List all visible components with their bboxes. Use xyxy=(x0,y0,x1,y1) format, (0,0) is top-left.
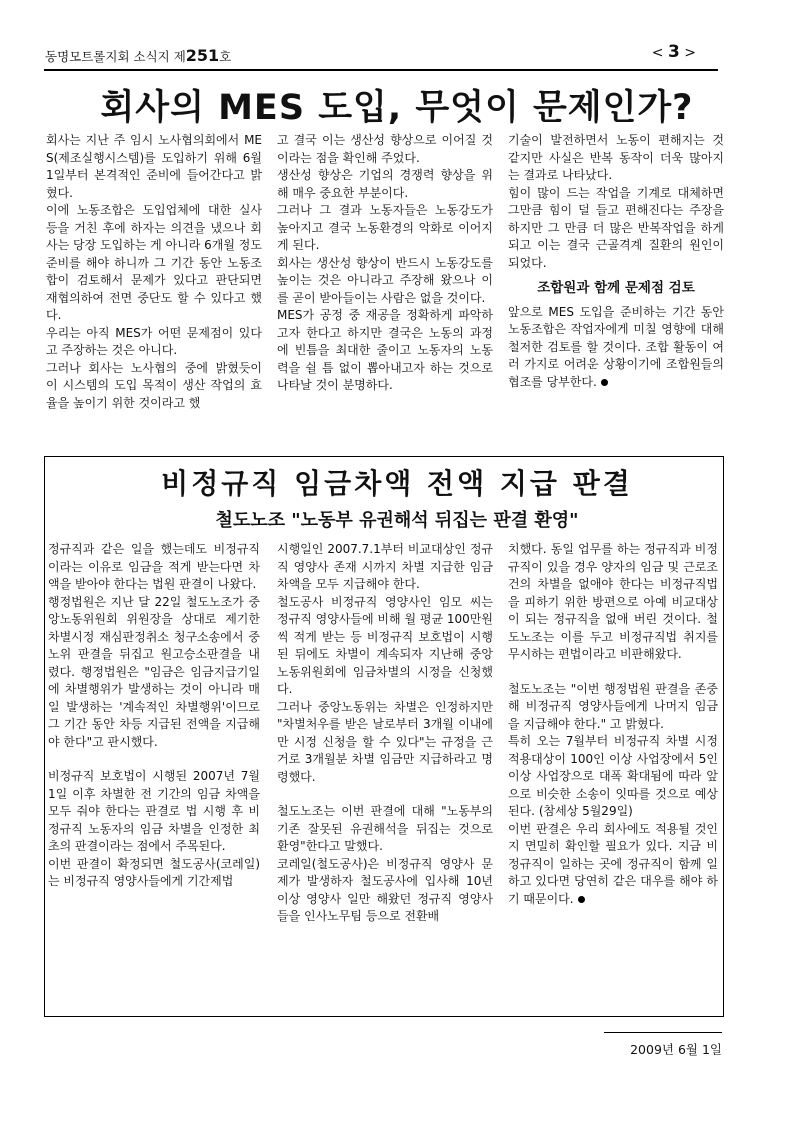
paragraph: 그러나 그 결과 노동자들은 노동강도가 높아지고 결국 노동환경의 악화로 이어지게 된다. xyxy=(277,203,493,252)
paragraph: 이번 판결은 우리 회사에도 적용될 것인지 면밀히 확인할 필요가 있다. 지금 비정규직이 일하는 곳에 정규직이 함께 일하고 있다면 당연히 같은 대우를 해야 하기 때문이다. xyxy=(508,821,718,906)
paragraph: MES가 공정 중 재공을 정확하게 파악하고자 한다고 하지만 결국은 노동의 과정에 빈틈을 최대한 줄이고 노동자의 노동력을 쉴 틈 없이 뽑아내고자 하는 것으로 나타날 것이 분명하다. xyxy=(277,308,493,392)
article1-title: 회사의 MES 도입, 무엇이 문제인가? xyxy=(100,88,694,128)
article2-subtitle: 철도노조 "노동부 유권해석 뒤집는 판결 환영" xyxy=(215,510,579,531)
paragraph: 생산성 향상은 기업의 경쟁력 향상을 위해 매우 중요한 부분이다. xyxy=(277,168,493,200)
article1-column-2 xyxy=(277,132,493,395)
paragraph: 행정법원은 지난 달 22일 철도노조가 중앙노동위원회 위원장을 상대로 제기한 차별시정 재심판정취소 청구소송에서 중노위 판결을 뒤집고 원고승소판결을 내렸다. 행정법원은 "임금은 임금지급기일에 차별행위가 발생하는 것이 아니라 매일 발생하는 '계속적인 차별행위'이므로 그 기간 동안 차등 지급된 전액을 지급해야 한다"고 판시했다. xyxy=(48,594,260,749)
paragraph: 철도노조는 "이번 행정법원 판결을 존중해 비정규직 영양사들에게 나머지 임금을 지급해야 한다." 고 밝혔다. xyxy=(508,681,718,731)
paragraph: 기술이 발전하면서 노동이 편해지는 것 같지만 사실은 반복 동작이 더욱 많아지는 결과로 나타났다. xyxy=(508,133,724,182)
issue-date: 2009년 6월 1일 xyxy=(630,1042,722,1057)
publication-header xyxy=(45,46,231,65)
article2-column-2 xyxy=(277,541,493,926)
paragraph: 치했다. 동일 업무를 하는 정규직과 비정규직이 있을 경우 양자의 임금 및 근로조건의 차별을 없애야 한다는 비정규직법을 피하기 위한 방편으로 아예 비교대상이 되는 정규직을 없애 버린 것이다. 철도노조는 이를 두고 비정규직법 취지를 무시하는 편법이라고 비판해왔다. xyxy=(508,542,718,661)
paragraph: 우리는 아직 MES가 어떤 문제점이 있다고 주장하는 것은 아니다. xyxy=(46,325,262,357)
end-bullet-icon xyxy=(578,896,585,903)
paragraph: 비정규직 보호법이 시행된 2007년 7월 1일 이후 차별한 전 기간의 임금 차액을 모두 줘야 한다는 판결로 법 시행 후 비정규직 노동자의 임금 차별을 인정한 최초의 판결이라는 점에서 주목된다. xyxy=(48,769,260,853)
paragraph-gap xyxy=(277,786,493,803)
paragraph: 이번 판결이 확정되면 철도공사(코레일)는 비정규직 영양사들에게 기간제법 xyxy=(48,856,260,888)
paragraph: 코레일(철도공사)은 비정규직 영양사 문제가 발생하자 철도공사에 입사해 10년 이상 영양사 일만 해왔던 정규직 영양사들을 인사노무팀 등으로 전환배 xyxy=(277,856,493,923)
paragraph: 철도공사 비정규직 영양사인 임모 씨는 정규직 영양사들에 비해 월 평균 100만원씩 적게 받는 등 비정규직 보호법이 시행된 뒤에도 차별이 계속되자 지난해 중앙노동위원회에 임금차별의 시정을 신청했다. xyxy=(277,594,493,696)
footer-rule xyxy=(604,1032,722,1033)
end-bullet-icon xyxy=(601,379,608,386)
article1-column-3 xyxy=(508,132,724,391)
header-rule xyxy=(44,69,718,71)
publication-name: 동명모트롤지회 소식지 제 xyxy=(45,49,186,64)
issue-number: 251 xyxy=(185,46,220,65)
paragraph: 힘이 많이 드는 작업을 기계로 대체하면 그만큼 힘이 덜 들고 편해진다는 주장을 하지만 그 만큼 더 많은 반복작업을 하게 되고 이는 결국 근골격계 질환의 원인이 되었다. xyxy=(508,185,724,270)
paragraph: 시행일인 2007.7.1부터 비교대상인 정규직 영양사 존재 시까지 차별 지급한 임금 차액을 모두 지급해야 한다. xyxy=(277,542,493,591)
paragraph-gap xyxy=(48,751,260,768)
article1-column-1 xyxy=(46,132,262,412)
article2-title: 비정규직 임금차액 전액 지급 판결 xyxy=(161,467,633,500)
article2-column-3 xyxy=(508,541,718,908)
paragraph-gap xyxy=(508,664,718,681)
paragraph: 이에 노동조합은 도입업체에 대한 실사 등을 거친 후에 하자는 의견을 냈으나 회사는 당장 도입하는 게 아니라 6개월 정도 준비를 해야 하니까 그 기간 동안 노동조합이 검토해서 문제가 있다고 판단되면 재협의하여 전면 중단도 할 수 있다고 했다. xyxy=(46,203,262,322)
paragraph: 철도노조는 이번 판결에 대해 "노동부의 기존 잘못된 유권해석을 뒤집는 것으로 환영"한다고 말했다. xyxy=(277,804,493,853)
article1-subheading: 조합원과 함께 문제점 검토 xyxy=(537,280,695,296)
paragraph: 회사는 지난 주 임시 노사협의회에서 MES(제조실행시스템)를 도입하기 위해 6월 1일부터 본격적인 준비에 들어간다고 밝혔다. xyxy=(46,133,262,200)
paragraph: 정규직과 같은 일을 했는데도 비정규직이라는 이유로 임금을 적게 받는다면 차액을 받아야 한다는 법원 판결이 나왔다. xyxy=(48,542,260,591)
paragraph: 회사는 생산성 향상이 반드시 노동강도를 높이는 것은 아니라고 주장해 왔으나 이를 곧이 받아들이는 사람은 없을 것이다. xyxy=(277,255,493,305)
paragraph: 그러나 회사는 노사협의 중에 밝혔듯이 이 시스템의 도입 목적이 생산 작업의 효율을 높이기 위한 것이라고 했 xyxy=(46,360,262,410)
paragraph: 고 결국 이는 생산성 향상으로 이어질 것이라는 점을 확인해 주었다. xyxy=(277,133,493,165)
page-number: < 3 > xyxy=(651,42,696,62)
paragraph: 앞으로 MES 도입을 준비하는 기간 동안 노동조합은 작업자에게 미칠 영향에 대해 철저한 검토를 할 것이다. 조합 활동이 여러 가지로 어려운 상황이기에 조합원들의 협조를 당부한다. xyxy=(508,304,724,389)
issue-suffix: 호 xyxy=(219,49,232,64)
paragraph: 그러나 중앙노동위는 차별은 인정하지만 "차별처우를 받은 날로부터 3개월 이내에만 시정 신청을 할 수 있다"는 규정을 근거로 3개월분 차별 임금만 지급하라고 명령했다. xyxy=(277,699,493,784)
paragraph: 특히 오는 7월부터 비정규직 차별 시정 적용대상이 100인 이상 사업장에서 5인 이상 사업장으로 대폭 확대됨에 따라 앞으로 비슷한 소송이 잇따를 것으로 예상된다. (참세상 5월29일) xyxy=(508,734,718,818)
article2-column-1 xyxy=(48,541,260,891)
